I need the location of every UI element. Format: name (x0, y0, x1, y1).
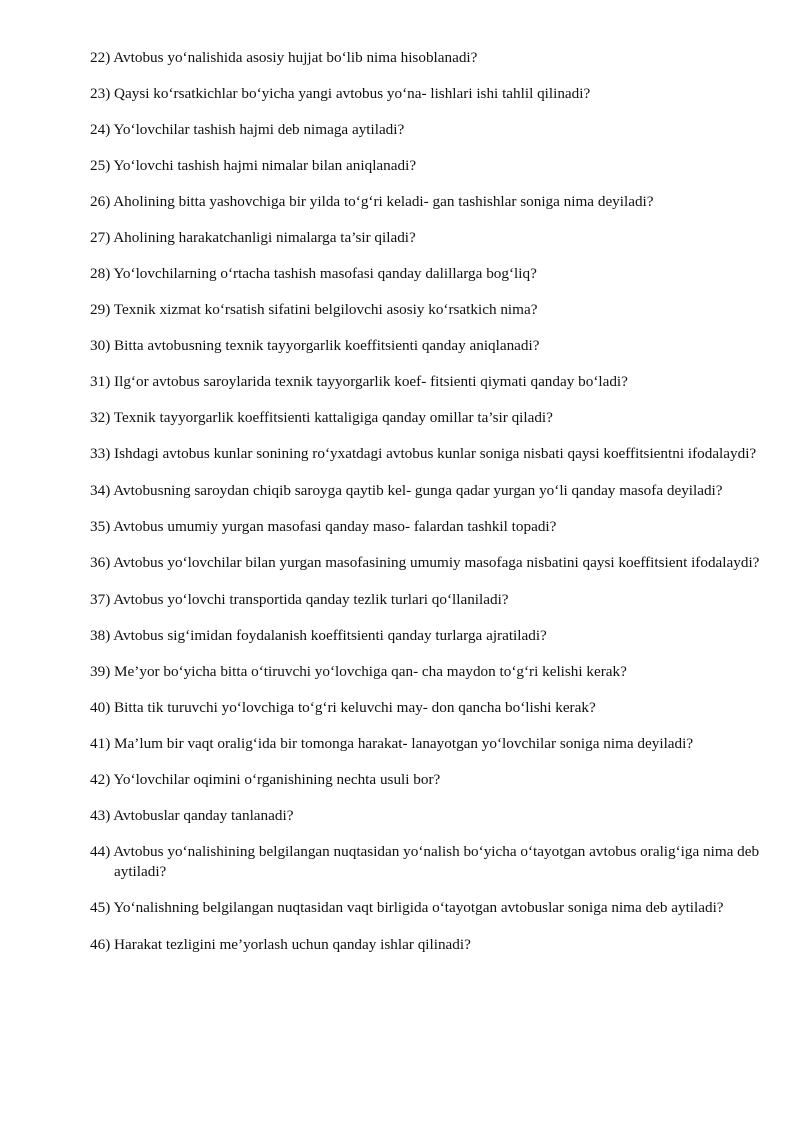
question-number: 45) (90, 899, 111, 916)
question-number: 40) (90, 698, 111, 716)
question-number: 46) (90, 935, 111, 953)
question-number: 24) (90, 121, 111, 138)
question-item (90, 806, 760, 826)
question-text: Texnik xizmat ko‘rsatish sifatini belgilovchi asosiy ko‘rsatkich nima? (113, 301, 538, 318)
question-text: Qaysi ko‘rsatkichlar bo‘yicha yangi avtobus yo‘na- lishlari ishi tahlil qilinadi? (114, 85, 591, 102)
question-item (90, 590, 760, 610)
question-list (90, 48, 760, 971)
question-text: Avtobus yo‘lovchilar bilan yurgan masofasining umumiy masofaga nisbatini qaysi koeffitsient ifodalaydi? (113, 554, 760, 571)
question-text: Aholining bitta yashovchiga bir yilda to‘g‘ri keladi- gan tashishlar soniga nima deyiladi? (113, 193, 654, 210)
question-number: 31) (90, 373, 111, 390)
question-text: Yo‘lovchilarning o‘rtacha tashish masofasi qanday dalillarga bog‘liq? (113, 265, 537, 282)
question-item (90, 898, 760, 918)
question-number: 32) (90, 409, 111, 426)
question-text: Avtobus yo‘nalishining belgilangan nuqtasidan yo‘nalish bo‘yicha o‘tayotgan avtobus oralig‘iga nima deb aytiladi? (113, 843, 760, 880)
question-number: 36) (90, 554, 111, 571)
question-number: 37) (90, 590, 111, 608)
question-number: 28) (90, 265, 111, 282)
question-text: Ma’lum bir vaqt oralig‘ida bir tomonga harakat- lanayotgan yo‘lovchilar soniga nima deyiladi? (114, 734, 694, 752)
question-item (90, 662, 760, 682)
question-number: 44) (90, 843, 111, 860)
question-number: 42) (90, 771, 111, 788)
question-text: Avtobus sig‘imidan foydalanish koeffitsienti qanday turlarga ajratiladi? (113, 626, 547, 644)
question-number: 23) (90, 85, 111, 102)
question-item (90, 626, 760, 646)
question-text: Texnik tayyorgarlik koeffitsienti kattaligiga qanday omillar ta’sir qiladi? (113, 409, 553, 426)
question-number: 30) (90, 337, 111, 354)
question-item (90, 264, 760, 284)
question-text: Avtobus umumiy yurgan masofasi qanday maso- falardan tashkil topadi? (113, 518, 557, 535)
question-number: 39) (90, 662, 111, 680)
question-number: 41) (90, 734, 111, 752)
question-item (90, 698, 760, 718)
question-text: Avtobus yo‘lovchi transportida qanday tezlik turlari qo‘llaniladi? (113, 590, 509, 608)
question-text: Avtobuslar qanday tanlanadi? (113, 807, 294, 824)
question-text: Me’yor bo‘yicha bitta o‘tiruvchi yo‘lovchiga qan- cha maydon to‘g‘ri kelishi kerak? (114, 662, 627, 680)
question-text: Ilg‘or avtobus saroylarida texnik tayyorgarlik koef- fitsienti qiymati qanday bo‘ladi? (114, 373, 628, 390)
question-item (90, 553, 760, 573)
question-text: Yo‘lovchilar oqimini o‘rganishining nechta usuli bor? (113, 771, 441, 788)
question-item (90, 120, 760, 140)
question-item (90, 228, 760, 248)
question-number: 34) (90, 481, 111, 499)
question-text: Avtobusning saroydan chiqib saroyga qaytib kel- gunga qadar yurgan yo‘li qanday masofa deyiladi? (113, 481, 723, 499)
question-text: Bitta tik turuvchi yo‘lovchiga to‘g‘ri keluvchi may- don qancha bo‘lishi kerak? (114, 698, 596, 716)
question-item (90, 770, 760, 790)
question-number: 26) (90, 193, 111, 210)
question-item (90, 517, 760, 537)
question-text: Yo‘lovchi tashish hajmi nimalar bilan aniqlanadi? (113, 157, 417, 174)
question-text: Bitta avtobusning texnik tayyorgarlik koeffitsienti qanday aniqlanadi? (114, 337, 540, 354)
question-item (90, 300, 760, 320)
question-item (90, 734, 760, 754)
question-number: 43) (90, 807, 111, 824)
question-item (90, 192, 760, 212)
question-item (90, 372, 760, 392)
question-number: 27) (90, 229, 111, 246)
question-item (90, 481, 760, 501)
question-item (90, 842, 760, 881)
question-item (90, 935, 760, 955)
question-text: Avtobus yo‘nalishida asosiy hujjat bo‘lib nima hisoblanadi? (113, 49, 478, 66)
question-item (90, 84, 760, 104)
question-number: 33) (90, 445, 111, 462)
question-number: 35) (90, 518, 111, 535)
question-number: 25) (90, 157, 111, 174)
question-text: Yo‘nalishning belgilangan nuqtasidan vaqt birligida o‘tayotgan avtobuslar soniga nima deb aytiladi? (113, 899, 724, 916)
question-item (90, 156, 760, 176)
question-number: 22) (90, 49, 111, 66)
question-item (90, 336, 760, 356)
question-text: Ishdagi avtobus kunlar sonining ro‘yxatdagi avtobus kunlar soniga nisbati qaysi koeffitsientni ifodalaydi? (114, 445, 757, 462)
question-number: 38) (90, 626, 111, 644)
question-number: 29) (90, 301, 111, 318)
question-text: Harakat tezligini me’yorlash uchun qanday ishlar qilinadi? (114, 935, 471, 953)
question-text: Aholining harakatchanligi nimalarga ta’sir qiladi? (113, 229, 416, 246)
question-item (90, 444, 760, 464)
question-item (90, 48, 760, 68)
question-item (90, 408, 760, 428)
question-text: Yo‘lovchilar tashish hajmi deb nimaga aytiladi? (113, 121, 405, 138)
